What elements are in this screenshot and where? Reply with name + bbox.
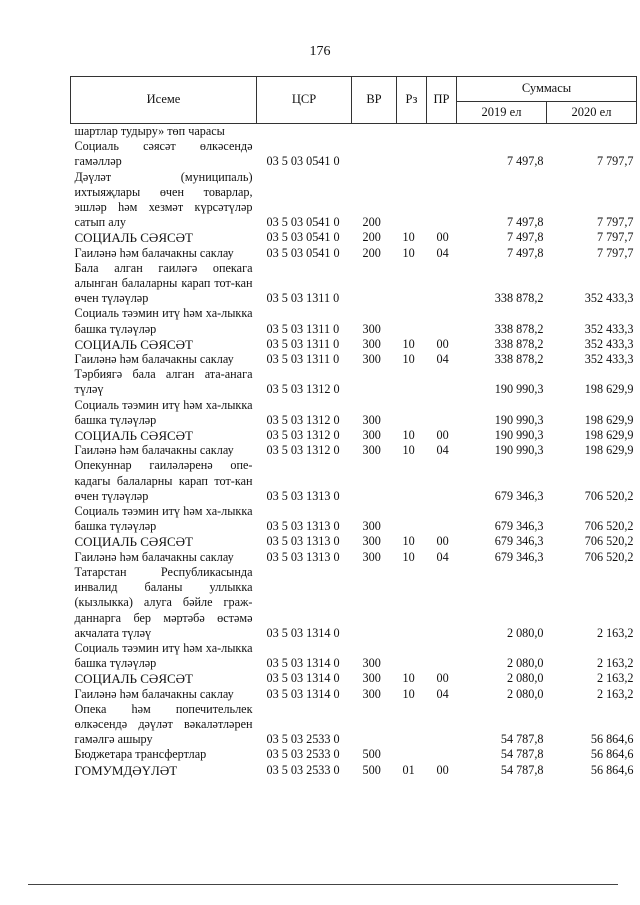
- row-amount-2019: 338 878,2: [494, 352, 544, 367]
- row-csr: 03 5 03 1313 0: [266, 534, 340, 549]
- row-pr: [427, 398, 457, 428]
- table-row: [71, 306, 637, 336]
- row-csr: 03 5 03 1312 0: [266, 443, 340, 458]
- row-amount-2020: 2 163,2: [596, 625, 634, 640]
- row-pr: 00: [436, 230, 449, 245]
- row-amount-2020: 56 864,6: [590, 747, 634, 762]
- table-row: [71, 261, 637, 307]
- footer-divider: [28, 884, 618, 885]
- row-csr: 03 5 03 1311 0: [266, 336, 340, 351]
- row-pr: [427, 747, 457, 762]
- row-csr: 03 5 03 1314 0: [266, 671, 340, 686]
- row-amount-2020: 56 864,6: [590, 732, 634, 747]
- row-pr: 00: [436, 671, 449, 686]
- header-sums: Суммасы: [457, 77, 637, 102]
- row-name: СОЦИАЛЬ СӘЯСӘТ: [74, 428, 193, 444]
- table-row: [71, 534, 637, 549]
- row-rz: 10: [402, 686, 415, 701]
- row-amount-2019: 2 080,0: [506, 671, 544, 686]
- budget-table: [70, 76, 637, 778]
- row-amount-2019: [457, 124, 547, 140]
- row-vr: 300: [362, 519, 381, 534]
- row-rz: 10: [402, 428, 415, 443]
- row-vr: [352, 458, 397, 504]
- row-name: Гаиләнә һәм балачакны саклау: [74, 549, 234, 564]
- row-rz: [397, 124, 427, 140]
- row-pr: [427, 641, 457, 671]
- row-vr: 200: [362, 245, 381, 260]
- row-pr: [427, 458, 457, 504]
- table-row: [71, 641, 637, 671]
- row-amount-2020: 706 520,2: [584, 534, 634, 549]
- row-csr: 03 5 03 1313 0: [266, 549, 340, 564]
- row-amount-2019: 54 787,8: [500, 762, 544, 777]
- row-csr: 03 5 03 1311 0: [266, 321, 340, 336]
- row-rz: [397, 306, 427, 336]
- row-amount-2019: 679 346,3: [494, 519, 544, 534]
- row-amount-2020: 198 629,9: [584, 382, 634, 397]
- row-csr: 03 5 03 0541 0: [266, 230, 340, 245]
- row-vr: 200: [362, 230, 381, 245]
- row-rz: [397, 702, 427, 748]
- row-name: СОЦИАЛЬ СӘЯСӘТ: [74, 230, 193, 246]
- row-pr: [427, 306, 457, 336]
- row-csr: 03 5 03 0541 0: [266, 154, 340, 169]
- table-row: [71, 747, 637, 762]
- row-pr: [427, 261, 457, 307]
- row-vr: 200: [362, 215, 381, 230]
- row-rz: 10: [402, 671, 415, 686]
- row-csr: 03 5 03 1314 0: [266, 625, 340, 640]
- row-rz: [397, 170, 427, 231]
- row-csr: 03 5 03 1314 0: [266, 656, 340, 671]
- row-vr: [352, 367, 397, 397]
- header-year-2020: 2020 ел: [547, 102, 637, 124]
- row-rz: [397, 261, 427, 307]
- header-csr: ЦСР: [257, 77, 352, 124]
- row-rz: 10: [402, 230, 415, 245]
- row-name: Дәүләт (муниципаль) ихтыяҗлары өчен товарлар, эшләр һәм хезмәт күрсәтүләр сатып алу: [74, 169, 253, 230]
- table-row: [71, 687, 637, 702]
- row-vr: [352, 139, 397, 169]
- row-rz: 10: [402, 245, 415, 260]
- table-row: [71, 565, 637, 641]
- table-row: [71, 702, 637, 748]
- row-amount-2019: 54 787,8: [500, 732, 544, 747]
- row-vr: [352, 702, 397, 748]
- row-pr: [427, 139, 457, 169]
- row-csr: [257, 124, 352, 140]
- row-pr: [427, 702, 457, 748]
- row-pr: 00: [436, 428, 449, 443]
- row-amount-2020: 706 520,2: [584, 488, 634, 503]
- row-name: Бала алган гаиләгә опекага алынган балаларны карап тот-кан өчен түләүләр: [74, 260, 253, 306]
- table-row: [71, 139, 637, 169]
- row-vr: 300: [362, 412, 381, 427]
- row-amount-2020: 7 797,7: [596, 154, 634, 169]
- row-vr: 300: [362, 534, 381, 549]
- row-amount-2020: 7 797,7: [596, 230, 634, 245]
- table-row: [71, 246, 637, 261]
- row-amount-2019: 7 497,8: [506, 230, 544, 245]
- row-amount-2019: 2 080,0: [506, 625, 544, 640]
- row-csr: 03 5 03 2533 0: [266, 732, 340, 747]
- row-amount-2019: 2 080,0: [506, 686, 544, 701]
- row-pr: 00: [436, 336, 449, 351]
- row-amount-2020: 352 433,3: [584, 352, 634, 367]
- row-vr: 300: [362, 671, 381, 686]
- row-amount-2019: 54 787,8: [500, 747, 544, 762]
- row-amount-2020: 706 520,2: [584, 519, 634, 534]
- table-row: [71, 398, 637, 428]
- row-amount-2019: 190 990,3: [494, 412, 544, 427]
- row-csr: 03 5 03 1312 0: [266, 428, 340, 443]
- row-name: Социаль тәэмин итү һәм ха-лыкка башка түләүләр: [74, 640, 253, 671]
- row-pr: 04: [436, 352, 449, 367]
- row-rz: [397, 641, 427, 671]
- row-name: Гаиләнә һәм балачакны саклау: [74, 352, 234, 367]
- row-rz: [397, 458, 427, 504]
- row-amount-2019: 190 990,3: [494, 382, 544, 397]
- table-row: [71, 504, 637, 534]
- row-name: Татарстан Республикасында инвалид баланы уллыкка (кызлыкка) алуга бәйле граж-даннарга бер мәртәбә өстәмә акчалата түләү: [74, 564, 253, 640]
- row-amount-2020: 7 797,7: [596, 245, 634, 260]
- row-name: Социаль тәэмин итү һәм ха-лыкка башка түләүләр: [74, 397, 253, 427]
- row-name: Социаль сәясәт өлкәсендә гамәлләр: [74, 139, 253, 169]
- row-amount-2020: 198 629,9: [584, 428, 634, 443]
- row-rz: 10: [402, 549, 415, 564]
- row-rz: 10: [402, 336, 415, 351]
- row-amount-2019: 338 878,2: [494, 321, 544, 336]
- row-vr: [352, 261, 397, 307]
- row-amount-2020: 7 797,7: [596, 215, 634, 230]
- row-csr: 03 5 03 0541 0: [266, 215, 340, 230]
- row-rz: 10: [402, 534, 415, 549]
- row-rz: [397, 398, 427, 428]
- table-row: [71, 763, 637, 778]
- table-row: [71, 170, 637, 231]
- table-row: [71, 550, 637, 565]
- table-row: [71, 443, 637, 458]
- row-amount-2020: [547, 124, 637, 140]
- row-csr: 03 5 03 2533 0: [266, 762, 340, 777]
- table-body: [71, 124, 637, 778]
- header-pr: ПР: [427, 77, 457, 124]
- row-name: Социаль тәэмин итү һәм ха-лыкка башка түләүләр: [74, 306, 253, 336]
- row-amount-2019: 338 878,2: [494, 291, 544, 306]
- row-vr: [352, 124, 397, 140]
- row-name: Опекуннар гаиләләренә опе-кадагы балаларны карап тот-кан өчен түләүләр: [74, 458, 253, 503]
- table-row: [71, 337, 637, 352]
- row-name: ГОМУМДӘҮЛӘТ: [74, 762, 178, 778]
- row-name: СОЦИАЛЬ СӘЯСӘТ: [74, 336, 193, 352]
- row-pr: [427, 124, 457, 140]
- row-pr: 04: [436, 443, 449, 458]
- row-csr: 03 5 03 2533 0: [266, 747, 340, 762]
- row-amount-2020: 2 163,2: [596, 656, 634, 671]
- row-amount-2020: 352 433,3: [584, 291, 634, 306]
- row-pr: 04: [436, 686, 449, 701]
- row-amount-2020: 2 163,2: [596, 686, 634, 701]
- row-amount-2020: 352 433,3: [584, 321, 634, 336]
- table-header: [71, 77, 637, 124]
- table-row: [71, 367, 637, 397]
- row-rz: [397, 367, 427, 397]
- row-csr: 03 5 03 1313 0: [266, 519, 340, 534]
- row-vr: 300: [362, 321, 381, 336]
- row-amount-2019: 190 990,3: [494, 428, 544, 443]
- row-csr: 03 5 03 1311 0: [266, 291, 340, 306]
- row-name: Бюджетара трансфертлар: [74, 747, 207, 762]
- table-row: [71, 124, 637, 140]
- row-pr: [427, 504, 457, 534]
- row-name: Гаиләнә һәм балачакны саклау: [74, 686, 234, 701]
- row-csr: 03 5 03 1312 0: [266, 382, 340, 397]
- row-rz: 01: [402, 762, 415, 777]
- header-rz: Рз: [397, 77, 427, 124]
- row-name: Социаль тәэмин итү һәм ха-лыкка башка түләүләр: [74, 504, 253, 534]
- row-vr: 300: [362, 336, 381, 351]
- row-vr: 300: [362, 443, 381, 458]
- row-csr: 03 5 03 1312 0: [266, 412, 340, 427]
- header-vr: ВР: [352, 77, 397, 124]
- row-amount-2019: 7 497,8: [506, 154, 544, 169]
- row-pr: [427, 565, 457, 641]
- row-name: Тәрбиягә бала алган ата-анага түләү: [74, 367, 253, 397]
- row-amount-2019: 190 990,3: [494, 443, 544, 458]
- row-name: Гаиләнә һәм балачакны саклау: [74, 443, 234, 458]
- row-pr: 04: [436, 245, 449, 260]
- header-year-2019: 2019 ел: [457, 102, 547, 124]
- row-vr: 500: [362, 762, 381, 777]
- table-row: [71, 671, 637, 686]
- row-csr: 03 5 03 1311 0: [266, 352, 340, 367]
- row-vr: 500: [362, 747, 381, 762]
- row-csr: 03 5 03 1313 0: [266, 488, 340, 503]
- row-amount-2019: 679 346,3: [494, 488, 544, 503]
- row-name: СОЦИАЛЬ СӘЯСӘТ: [74, 534, 193, 550]
- row-csr: 03 5 03 0541 0: [266, 245, 340, 260]
- row-vr: 300: [362, 428, 381, 443]
- row-amount-2020: 198 629,9: [584, 443, 634, 458]
- row-amount-2019: 2 080,0: [506, 656, 544, 671]
- row-amount-2020: 352 433,3: [584, 336, 634, 351]
- row-vr: 300: [362, 352, 381, 367]
- row-vr: 300: [362, 686, 381, 701]
- row-amount-2019: 679 346,3: [494, 534, 544, 549]
- table-row: [71, 230, 637, 245]
- row-pr: [427, 170, 457, 231]
- row-amount-2020: 198 629,9: [584, 412, 634, 427]
- row-amount-2019: 679 346,3: [494, 549, 544, 564]
- table-row: [71, 352, 637, 367]
- row-amount-2020: 2 163,2: [596, 671, 634, 686]
- row-name: шартлар тудыру» төп чарасы: [74, 124, 225, 138]
- row-name: Опека һәм попечительлек өлкәсендә дәүләт вәкаләтләрен гамәлгә ашыру: [74, 701, 253, 747]
- header-name: Исеме: [71, 77, 257, 124]
- row-amount-2020: 706 520,2: [584, 549, 634, 564]
- row-amount-2019: 338 878,2: [494, 336, 544, 351]
- row-csr: 03 5 03 1314 0: [266, 686, 340, 701]
- row-amount-2019: 7 497,8: [506, 245, 544, 260]
- row-vr: 300: [362, 549, 381, 564]
- row-rz: [397, 139, 427, 169]
- row-rz: 10: [402, 352, 415, 367]
- row-amount-2020: 56 864,6: [590, 762, 634, 777]
- row-pr: [427, 367, 457, 397]
- page-number: 176: [309, 44, 331, 59]
- row-pr: 04: [436, 549, 449, 564]
- row-vr: [352, 565, 397, 641]
- row-pr: 00: [436, 534, 449, 549]
- table-row: [71, 428, 637, 443]
- row-rz: [397, 504, 427, 534]
- table-row: [71, 458, 637, 504]
- row-rz: 10: [402, 443, 415, 458]
- row-rz: [397, 747, 427, 762]
- row-amount-2019: 7 497,8: [506, 215, 544, 230]
- row-vr: 300: [362, 656, 381, 671]
- row-name: СОЦИАЛЬ СӘЯСӘТ: [74, 671, 193, 687]
- row-rz: [397, 565, 427, 641]
- row-pr: 00: [436, 762, 449, 777]
- row-name: Гаиләнә һәм балачакны саклау: [74, 245, 234, 260]
